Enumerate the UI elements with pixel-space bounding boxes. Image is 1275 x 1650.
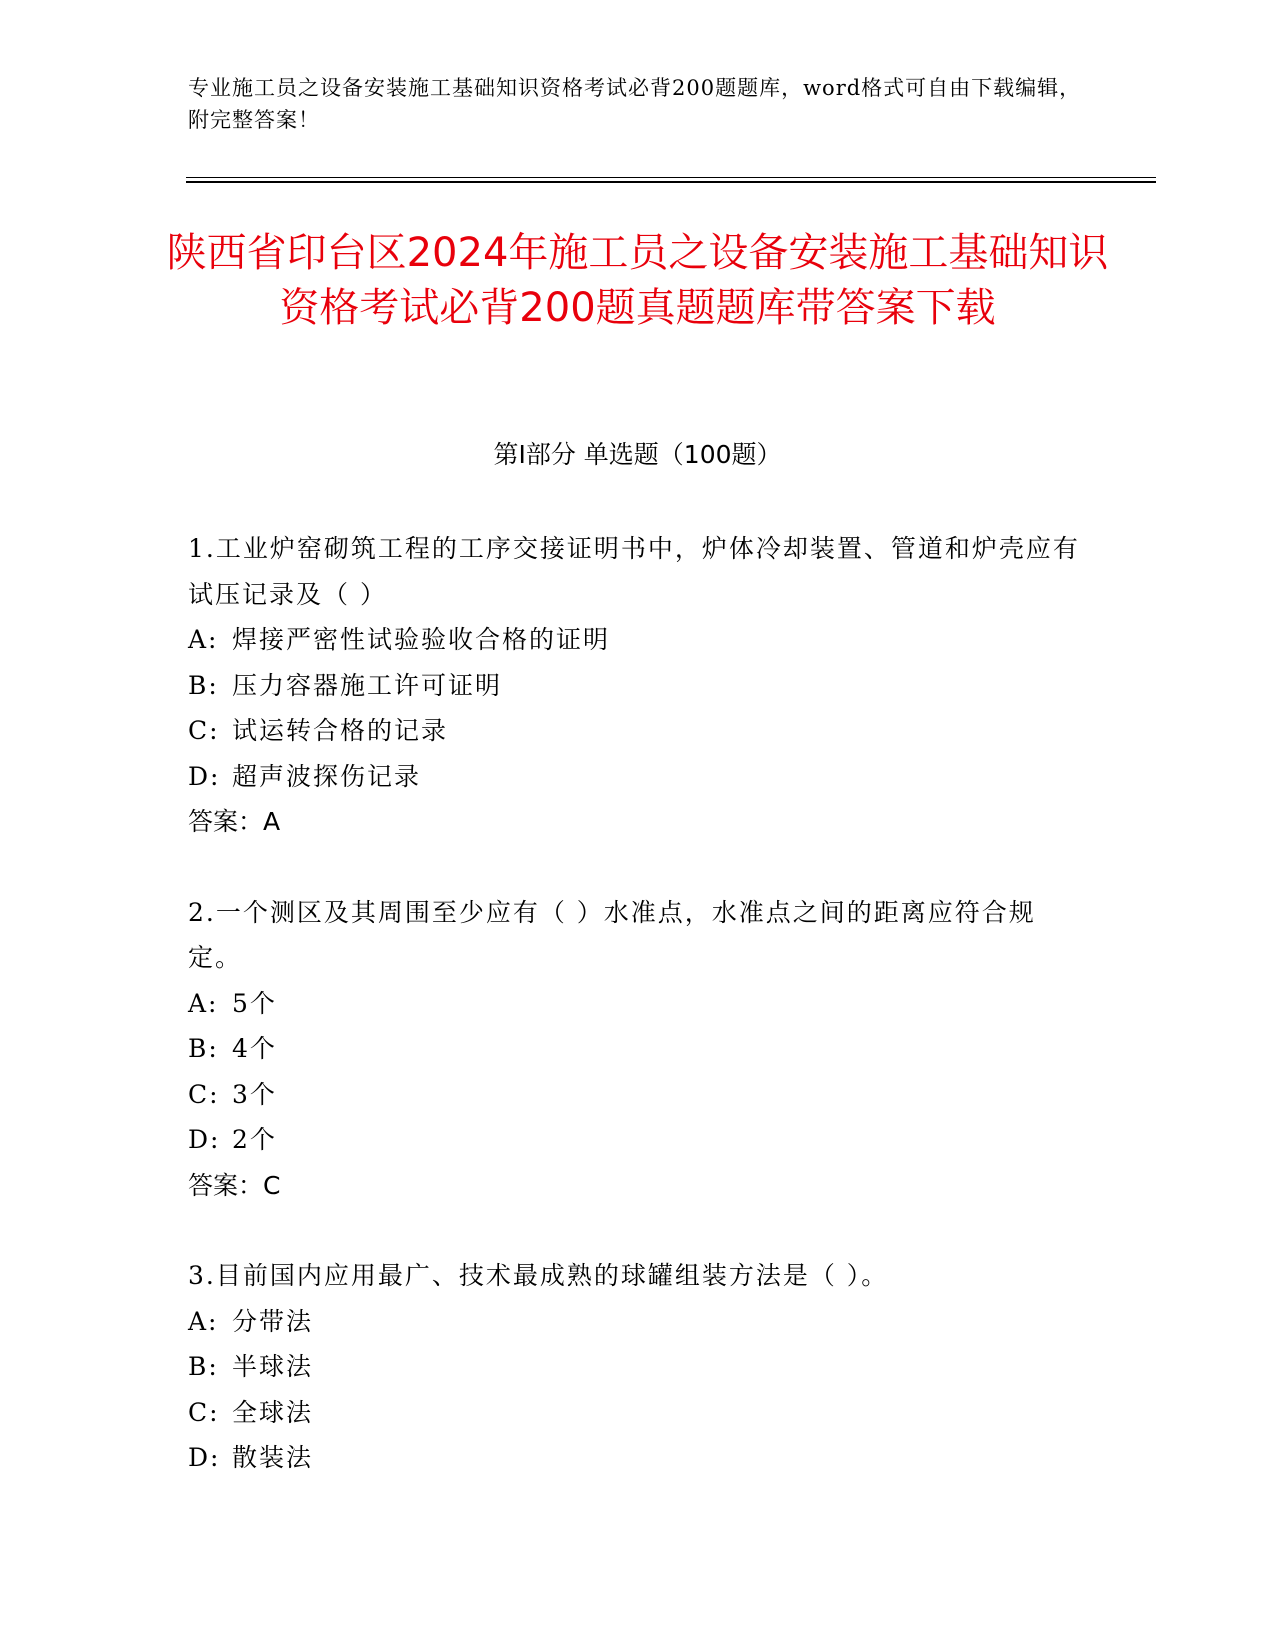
- question-stem: 1.工业炉窑砌筑工程的工序交接证明书中，炉体冷却装置、管道和炉壳应有试压记录及（ ）: [188, 534, 1080, 609]
- header-divider-thin: [186, 177, 1156, 178]
- option-c: [188, 1390, 1088, 1436]
- option-letter: C:: [188, 1079, 220, 1109]
- option-d: [188, 1117, 1088, 1163]
- question-2: [188, 890, 1088, 1209]
- option-text: 4个: [232, 1034, 277, 1063]
- option-letter: B:: [188, 1352, 219, 1381]
- option-letter: A:: [188, 625, 219, 654]
- option-d: [188, 754, 1088, 800]
- option-b: [188, 1026, 1088, 1072]
- option-letter: D:: [188, 1443, 221, 1472]
- header-divider-thick: [186, 181, 1156, 183]
- option-letter: B:: [188, 1034, 219, 1063]
- answer-line: 答案：A: [188, 807, 281, 836]
- question-spacer: [188, 1208, 1088, 1253]
- option-a: [188, 617, 1088, 663]
- option-text: 半球法: [232, 1352, 314, 1381]
- option-letter: D:: [188, 1125, 221, 1154]
- option-a: [188, 981, 1088, 1027]
- option-text: 试运转合格的记录: [232, 716, 449, 745]
- option-text: 压力容器施工许可证明: [232, 670, 503, 700]
- answer-line: 答案：C: [188, 1170, 281, 1200]
- option-text: 散装法: [232, 1443, 314, 1472]
- option-letter: D:: [188, 761, 221, 791]
- option-text: 分带法: [232, 1306, 314, 1336]
- option-b: [188, 1344, 1088, 1390]
- question-spacer: [188, 845, 1088, 890]
- option-letter: A:: [188, 988, 219, 1018]
- option-letter: A:: [188, 1306, 219, 1336]
- option-c: [188, 708, 1088, 754]
- option-d: [188, 1435, 1088, 1481]
- option-letter: B:: [188, 670, 219, 700]
- question-3: [188, 1253, 1088, 1481]
- question-stem: 3.目前国内应用最广、技术最成熟的球罐组装方法是（ ）。: [188, 1261, 889, 1290]
- section-heading: 第Ⅰ部分 单选题（100题）: [493, 440, 782, 469]
- question-list: [188, 526, 1088, 1481]
- option-text: 全球法: [232, 1397, 314, 1427]
- option-text: 焊接严密性试验验收合格的证明: [232, 625, 611, 654]
- option-a: [188, 1299, 1088, 1345]
- option-letter: C:: [188, 1397, 220, 1427]
- option-b: [188, 663, 1088, 709]
- question-stem: 2.一个测区及其周围至少应有（ ）水准点，水准点之间的距离应符合规定。: [188, 897, 1036, 972]
- option-c: [188, 1072, 1088, 1118]
- document-title: 陕西省印台区2024年施工员之设备安装施工基础知识资格考试必背200题真题题库带答案下载: [166, 230, 1109, 331]
- header-note: 专业施工员之设备安装施工基础知识资格考试必背200题题库，word格式可自由下载编辑，附完整答案！: [188, 76, 1082, 132]
- question-1: [188, 526, 1088, 845]
- option-text: 5个: [232, 988, 277, 1018]
- option-letter: C:: [188, 716, 220, 745]
- option-text: 超声波探伤记录: [232, 761, 422, 791]
- option-text: 3个: [232, 1079, 277, 1109]
- option-text: 2个: [232, 1125, 277, 1154]
